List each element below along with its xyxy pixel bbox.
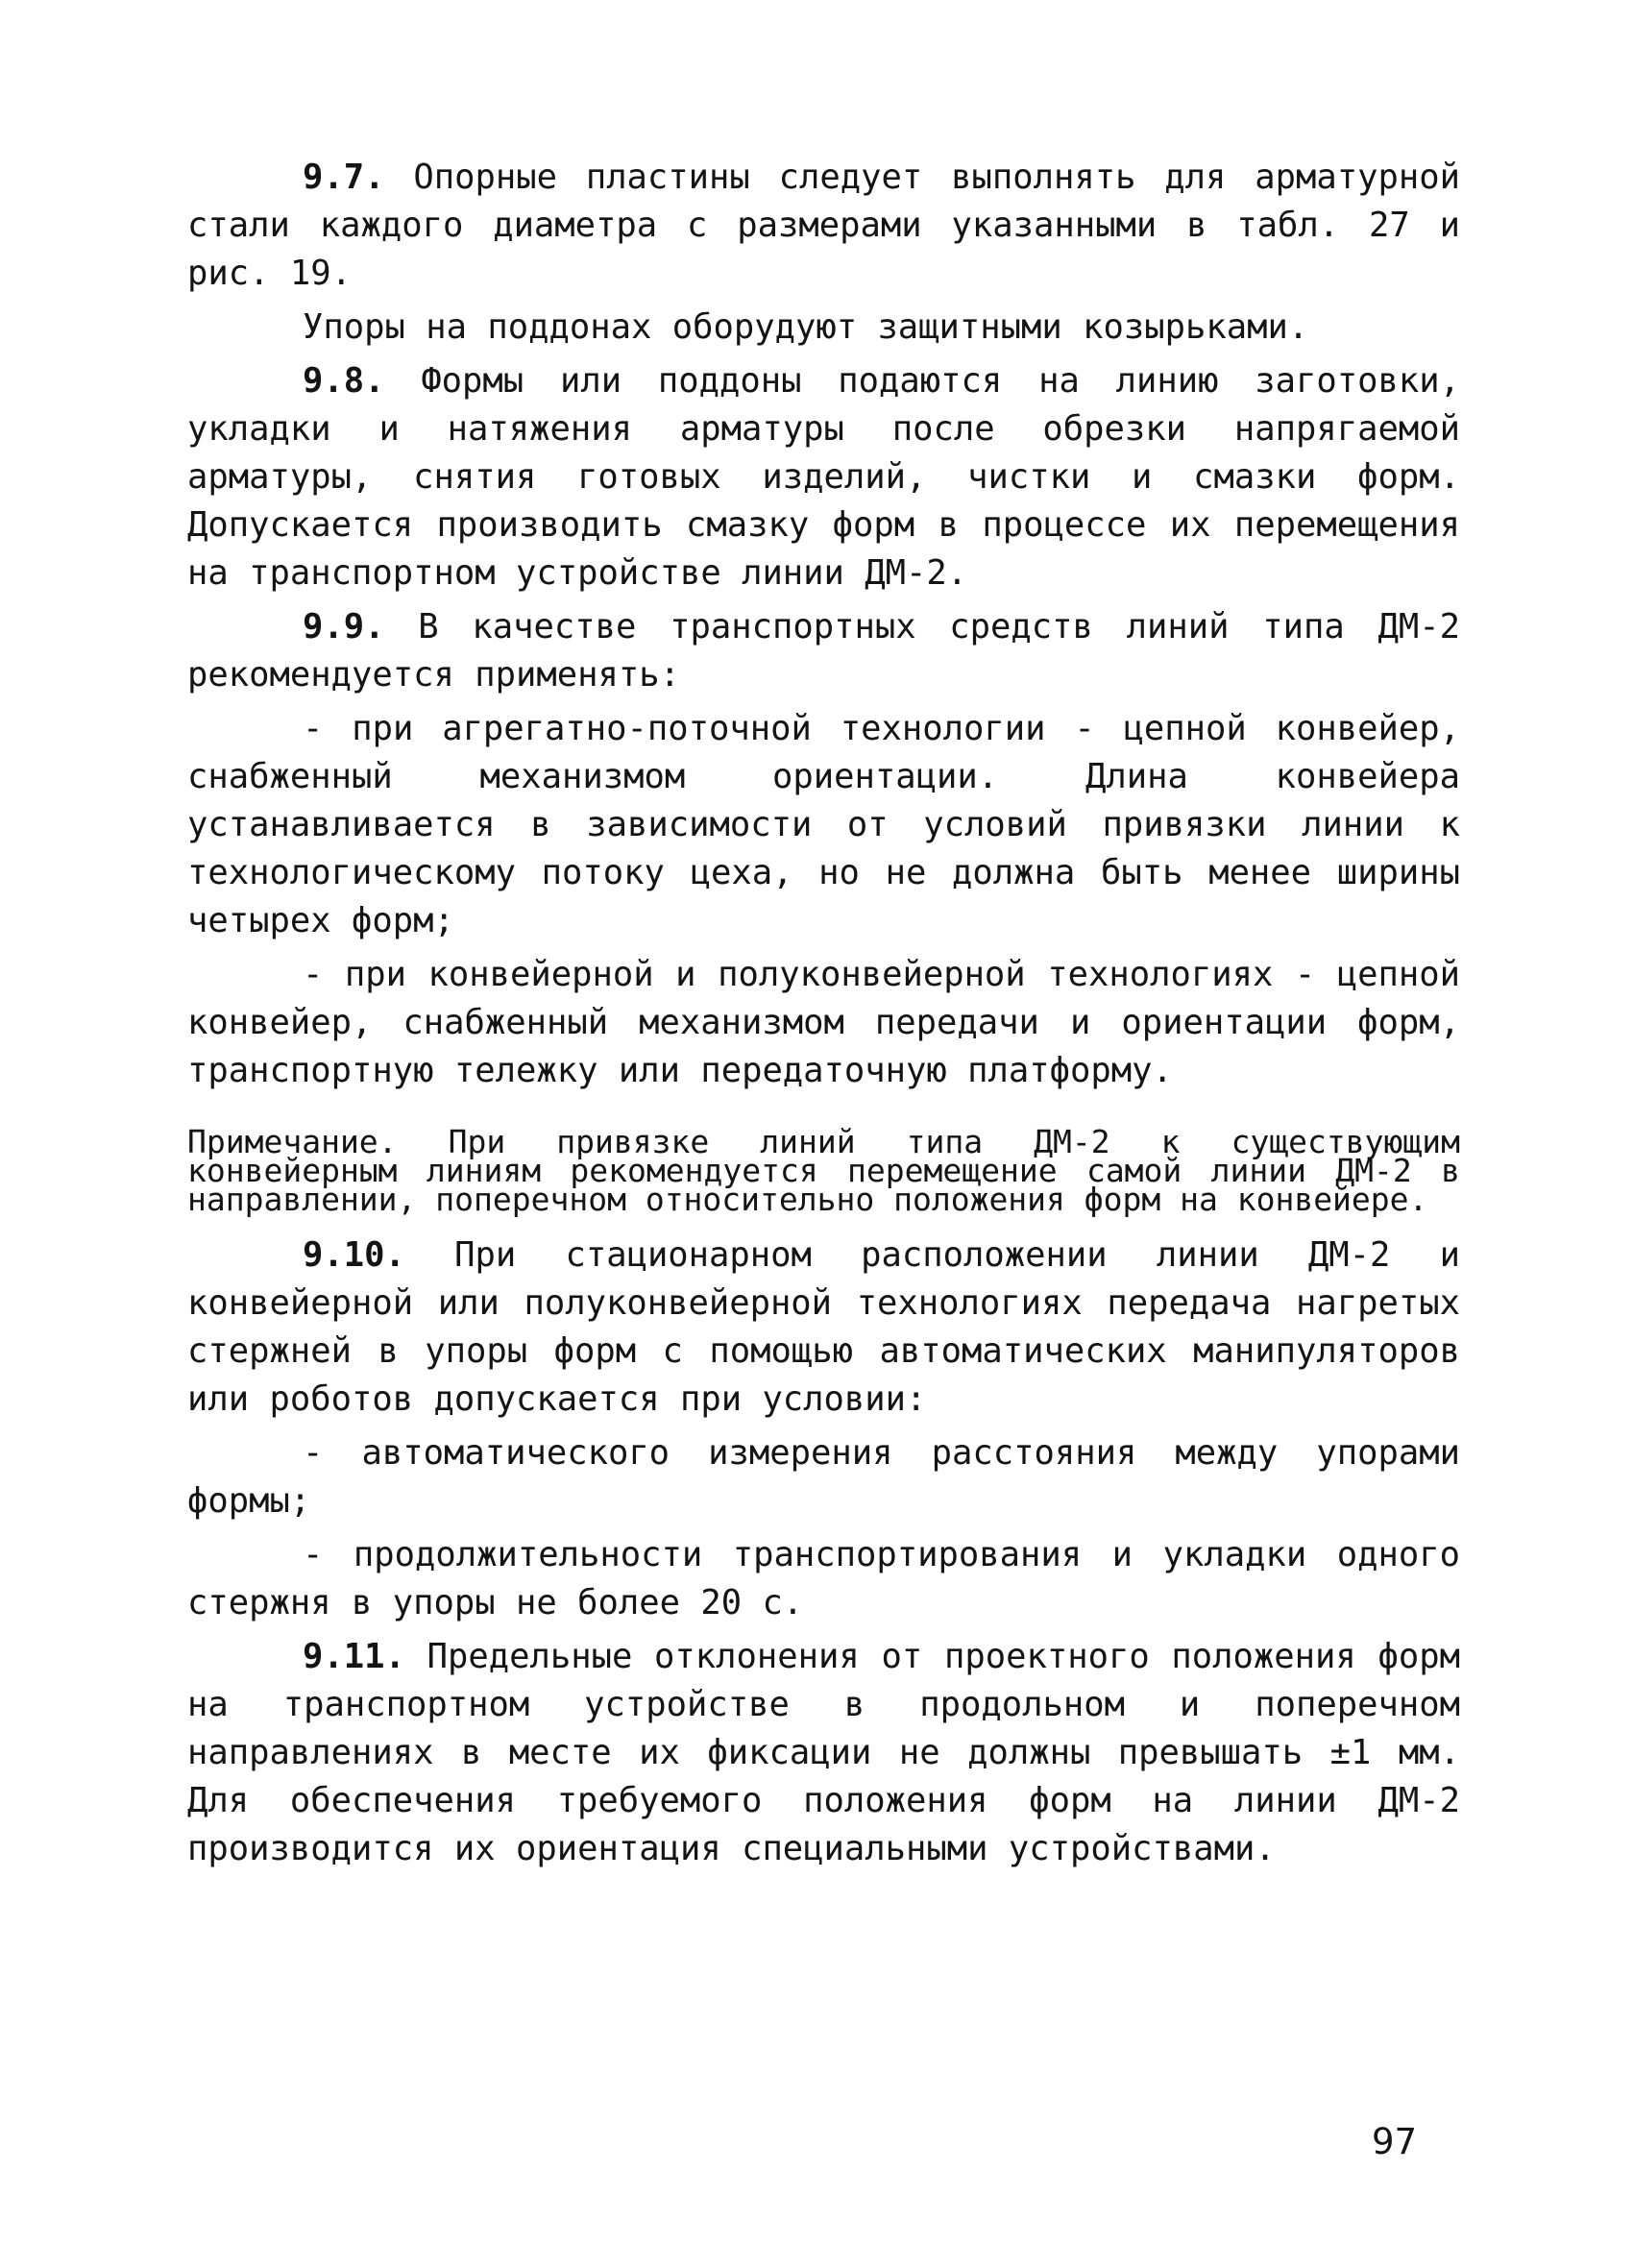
clause-number: 9.11. [303, 1637, 405, 1676]
list-item-transport-duration [187, 1531, 1460, 1627]
paragraph-9-8 [187, 357, 1460, 597]
list-item-conveyor-technology [187, 951, 1460, 1095]
paragraph-9-9 [187, 603, 1460, 699]
paragraph-text: Опорные пластины следует выполнять для арматурной стали каждого диаметра с размерами указанными в табл. 27 и рис. 19. [187, 158, 1460, 293]
clause-number: 9.7. [303, 158, 385, 197]
paragraph-text: Предельные отклонения от проектного положения форм на транспортном устройстве в продольном и поперечном направлениях в месте их фиксации не должны превышать ±1 мм. Для обеспечения требуемого положения форм на линии ДМ-2 производится их ориентация специальными устройствами. [187, 1637, 1461, 1868]
paragraph-text: - при агрегатно-поточной технологии - цепной конвейер, снабженный механизмом ориентации. Длина конвейера устанавливается в зависимости от условий привязки линии к технологическому потоку цеха, но не должна быть менее ширины четырех форм; [187, 709, 1460, 940]
paragraph-text: При стационарном расположении линии ДМ-2 и конвейерной или полуконвейерной технологиях передача нагретых стержней в упоры форм с помощью автоматических манипуляторов или роботов допускается при условии: [187, 1235, 1460, 1419]
paragraph-text: - при конвейерной и полуконвейерной технологиях - цепной конвейер, снабженный механизмом передачи и ориентации форм, транспортную тележку или передаточную платформу. [187, 955, 1460, 1090]
page-body [187, 154, 1460, 1879]
page-number: 97 [1372, 2121, 1418, 2162]
paragraph-text: В качестве транспортных средств линий типа ДМ-2 рекомендуется применять: [187, 607, 1460, 695]
clause-number: 9.8. [303, 361, 385, 401]
paragraph-text: - автоматического измерения расстояния между упорами формы; [187, 1433, 1460, 1521]
note: Примечание. При привязке линий типа ДМ-2 к существующим конвейерным линиям рекомендуется перемещение самой линии ДМ-2 в направлении, поперечном относительно положения форм на конвейере. [187, 1123, 1460, 1218]
paragraph-9-10 [187, 1232, 1460, 1424]
paragraph-9-7 [187, 154, 1460, 298]
paragraph-stops-visors [187, 304, 1460, 352]
list-item-distance-measurement [187, 1429, 1460, 1525]
clause-number: 9.10. [303, 1235, 405, 1275]
paragraph-text: Упоры на поддонах оборудуют защитными козырьками. [303, 307, 1309, 347]
list-item-aggregate-technology [187, 705, 1460, 945]
paragraph-text: - продолжительности транспортирования и укладки одного стержня в упоры не более 20 с. [187, 1535, 1460, 1622]
paragraph-9-11 [187, 1633, 1460, 1873]
paragraph-text: Формы или поддоны подаются на линию заготовки, укладки и натяжения арматуры после обрезки напрягаемой арматуры, снятия готовых изделий, чистки и смазки форм. Допускается производить смазку форм в процессе их перемещения на транспортном устройстве линии ДМ-2. [187, 361, 1461, 593]
clause-number: 9.9. [303, 607, 385, 646]
